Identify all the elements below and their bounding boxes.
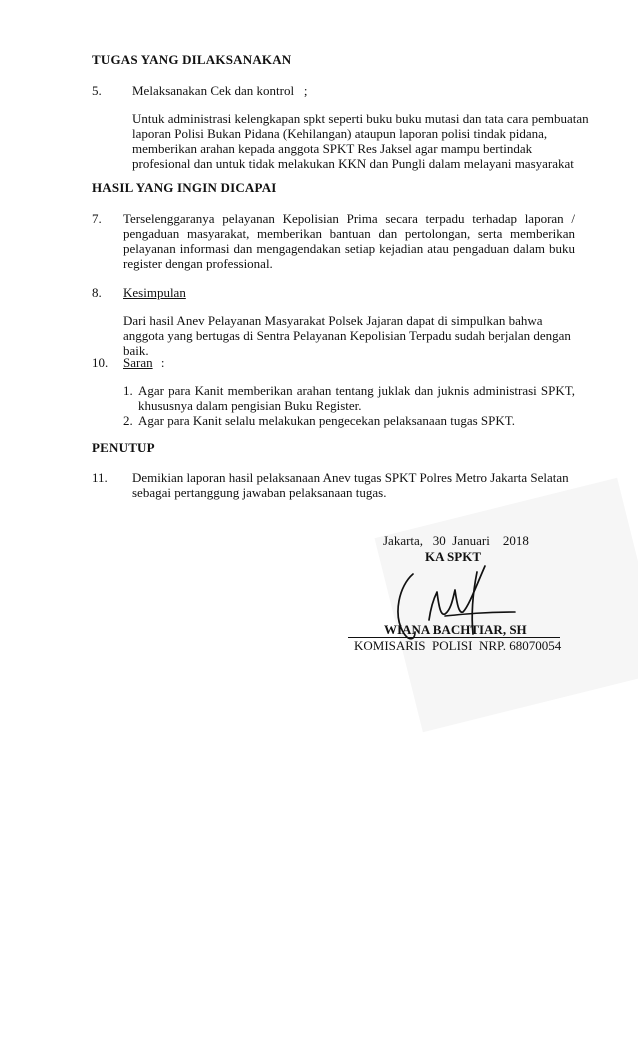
- item-11-number: 11.: [92, 470, 108, 485]
- item-10-colon: :: [160, 355, 165, 370]
- item-5-line-1: Untuk administrasi kelengkapan spkt seperti buku buku mutasi dan tata cara pembuatan: [132, 111, 589, 126]
- saran-point-1-marker: 1.: [123, 383, 133, 398]
- item-8-number: 8.: [92, 285, 102, 300]
- item-8-body: Dari hasil Anev Pelayanan Masyarakat Polsek Jajaran dapat di simpulkan bahwa anggota yang bertugas di Sentra Pelayanan Kepolisian Terpadu sudah berjalan dengan baik.: [123, 313, 571, 358]
- saran-point-1: [123, 383, 575, 413]
- item-11-text: Demikian laporan hasil pelaksanaan Anev tugas SPKT Polres Metro Jakarta Selatan sebagai pertanggung jawaban pelaksanaan tugas.: [132, 470, 569, 500]
- item-8-title: Kesimpulan: [123, 285, 186, 300]
- signature-rank-nrp: KOMISARIS POLISI NRP. 68070054: [354, 638, 562, 653]
- item-5-title: Melaksanakan Cek dan kontrol ;: [132, 83, 308, 98]
- signature-title: KA SPKT: [425, 549, 481, 564]
- item-5-line-3: memberikan arahan kepada anggota SPKT Res Jaksel agar mampu bertindak: [132, 141, 533, 156]
- saran-point-1-text: Agar para Kanit memberikan arahan tentang juklak dan juknis administrasi SPKT, khususnya dalam pengisian Buku Register.: [138, 383, 575, 413]
- item-5-line-2: laporan Polisi Bukan Pidana (Kehilangan) ataupun laporan polisi tindak pidana,: [132, 126, 548, 141]
- saran-point-2-marker: 2.: [123, 413, 133, 428]
- item-5-body: [132, 111, 592, 171]
- section-heading-tugas: TUGAS YANG DILAKSANAKAN: [92, 52, 292, 67]
- section-heading-penutup: PENUTUP: [92, 440, 155, 455]
- item-10-title-row: [123, 355, 164, 370]
- item-7-number: 7.: [92, 211, 102, 226]
- item-10-title: Saran: [123, 355, 153, 370]
- saran-point-2: [123, 413, 575, 428]
- item-7-text: Terselenggaranya pelayanan Kepolisian Prima secara terpadu terhadap laporan / pengaduan masyarakat, memberikan bantuan dan pertolongan, serta memberikan pelayanan informasi dan mengagendakan setiap kejadian atau pengaduan dalam buku register dengan professional.: [123, 211, 575, 271]
- item-5-line-4: profesional dan untuk tidak melakukan KKN dan Pungli dalam melayani masyarakat: [132, 156, 574, 171]
- signature-place-date: Jakarta, 30 Januari 2018: [383, 533, 529, 548]
- item-5-number: 5.: [92, 83, 102, 98]
- section-heading-hasil: HASIL YANG INGIN DICAPAI: [92, 180, 277, 195]
- saran-point-2-text: Agar para Kanit selalu melakukan pengecekan pelaksanaan tugas SPKT.: [138, 413, 515, 428]
- signature-name: WIANA BACHTIAR, SH: [384, 622, 527, 637]
- item-10-number: 10.: [92, 355, 109, 370]
